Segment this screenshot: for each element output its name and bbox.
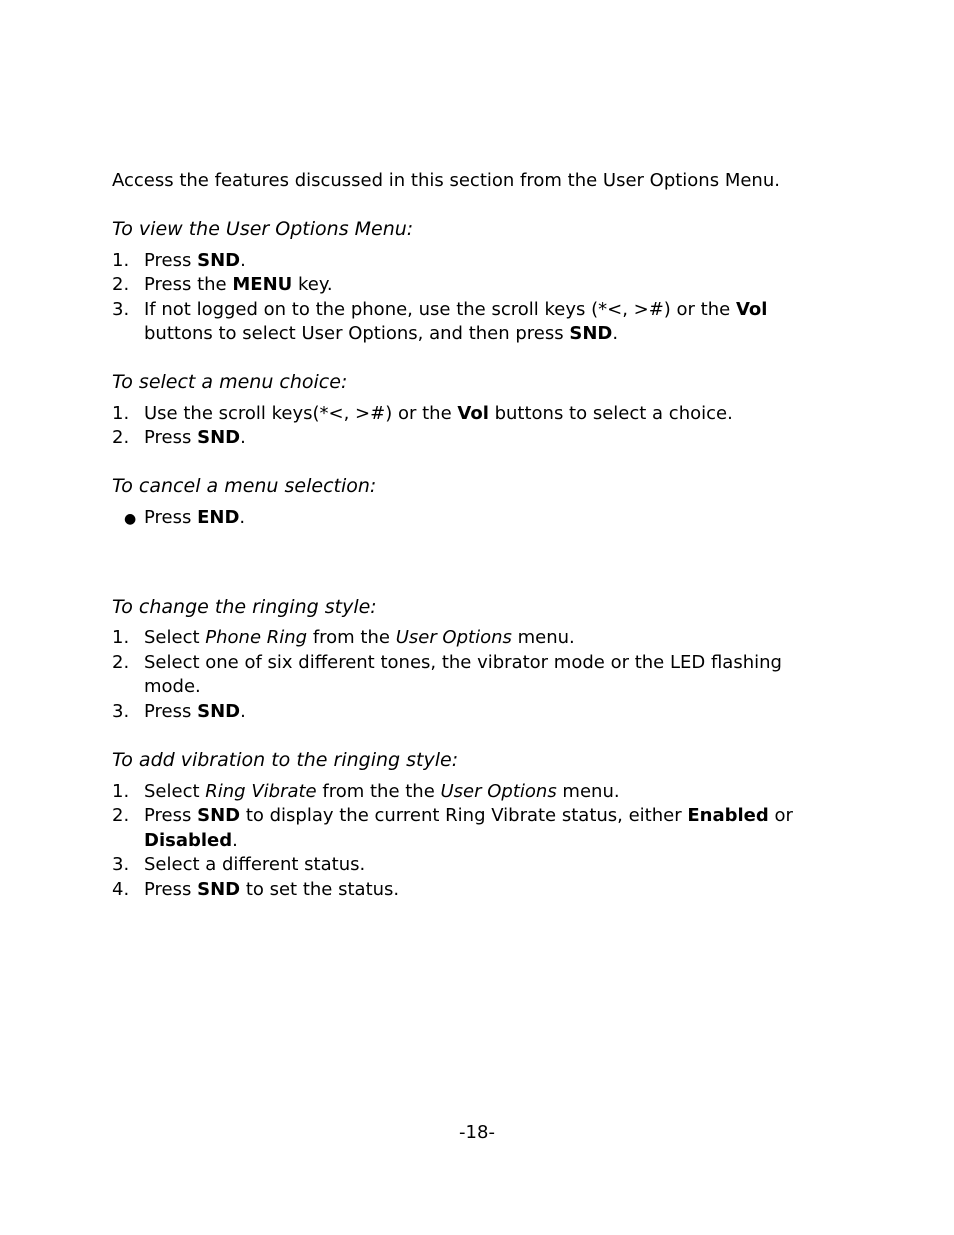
section-heading-ringing-style: To change the ringing style:: [112, 596, 377, 618]
section-heading-cancel-selection: To cancel a menu selection:: [112, 475, 377, 497]
intro-paragraph: Access the features discussed in this section from the User Options Menu.: [112, 170, 780, 191]
bullet-icon: ●: [124, 511, 137, 527]
section-heading-view-menu: To view the User Options Menu:: [112, 218, 414, 240]
page-number: -18-: [459, 1122, 495, 1143]
section-heading-add-vibration: To add vibration to the ringing style:: [112, 749, 459, 771]
section-heading-select-choice: To select a menu choice:: [112, 371, 348, 393]
